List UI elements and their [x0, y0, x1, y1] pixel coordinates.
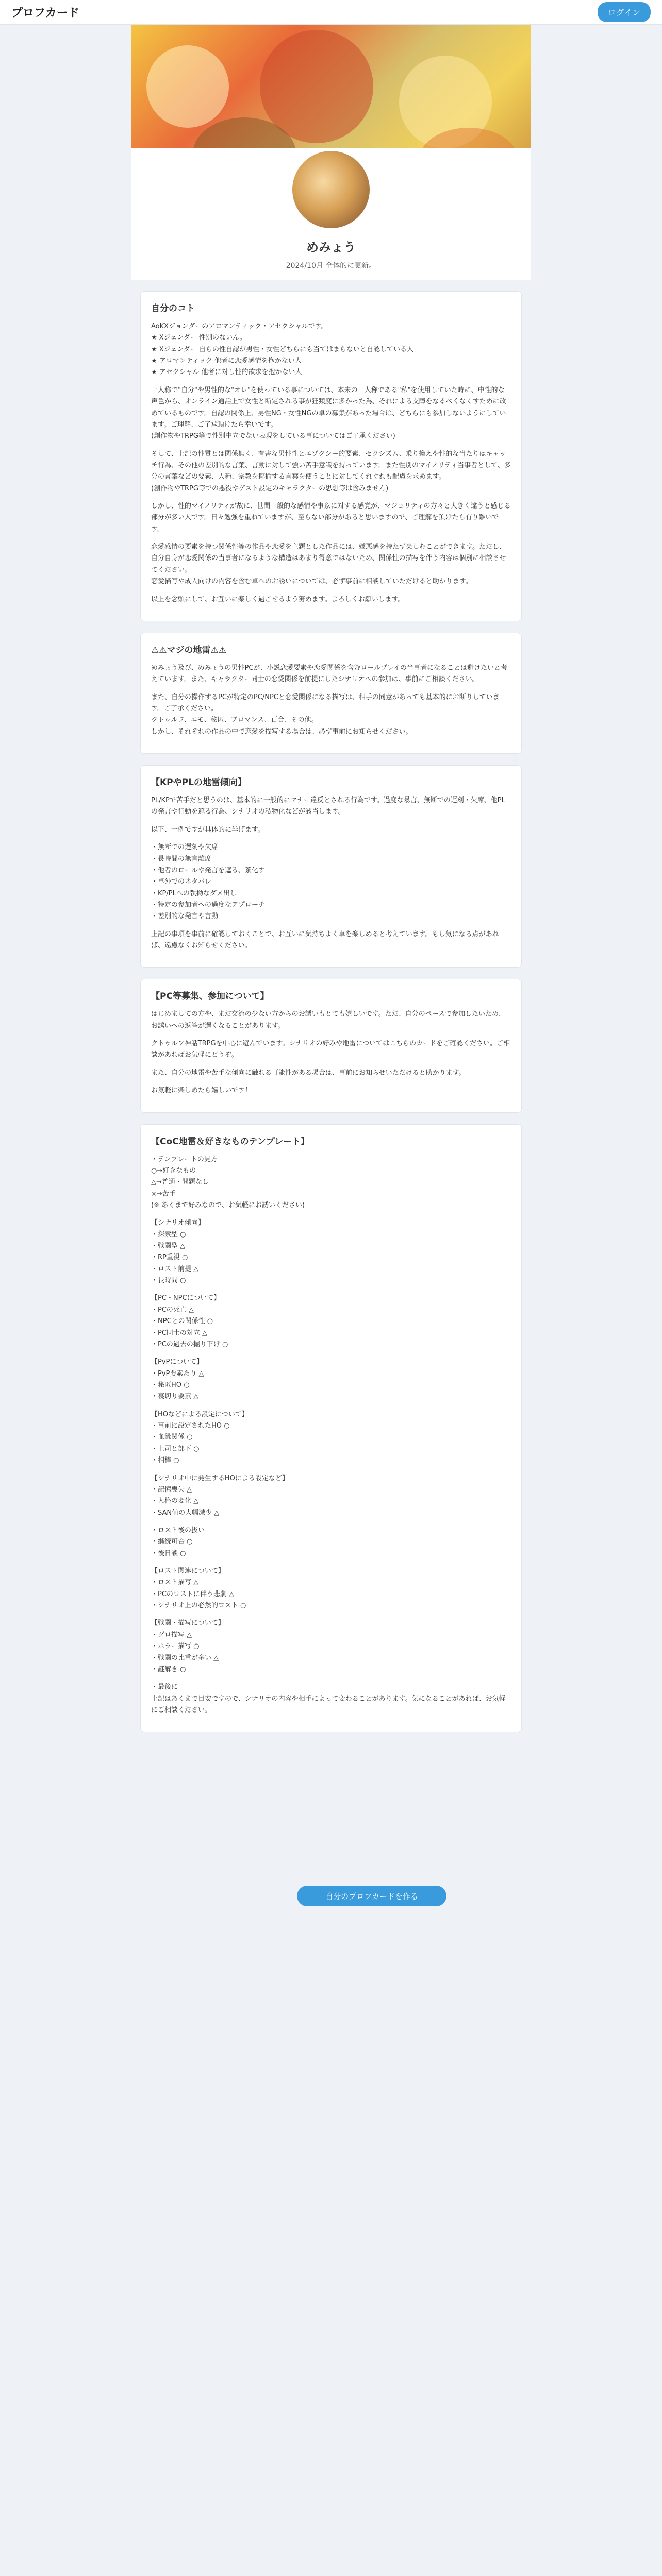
section-paragraph: ・最後に 上記はあくまで目安ですので、シナリオの内容や相手によって変わることがあります。気になることがあれば、お気軽にご相談ください。 [151, 1683, 506, 1714]
section-paragraph: また、自分の操作するPCが特定のPC/NPCと恋愛関係になる描写は、相手の同意があっても基本的にお断りしています。ご了承ください。 クトゥルフ、エモ、秘匿、ブロマンス、百合、その他。 しかし、それぞれの作品の中で恋愛を描写する場合は、必ず事前にお知らせください。 [151, 693, 500, 736]
section-paragraph: 【PvPについて】 ・PvP要素あり △ ・秘匿HO ○ ・裏切り要素 △ [151, 1358, 204, 1401]
create-profile-button[interactable]: 自分のプロフカードを作る [297, 1886, 446, 1906]
section-paragraph: 【PC・NPCについて】 ・PCの死亡 △ ・NPCとの関係性 ○ ・PC同士の対立 △ ・PCの過去の掘り下げ ○ [151, 1294, 228, 1348]
section-paragraph: 【HOなどによる設定について】 ・事前に設定されたHO ○ ・血縁関係 ○ ・上司と部下 ○ ・相棒 ○ [151, 1410, 249, 1465]
section-paragraph: クトゥルフ神話TRPGを中心に遊んでいます。シナリオの好みや地雷についてはこちらのカードをご確認ください。ご相談があればお気軽にどうぞ。 [151, 1040, 510, 1059]
login-button[interactable]: ログイン [598, 2, 651, 22]
section-body [151, 1009, 511, 1096]
section-title: 【KPやPLの地雷傾向】 [151, 777, 246, 788]
section-paragraph: そして、上記の性質とは関係無く、有害な男性性とエゾクシー的要素、セクシズム、乗り換えや性的な当たりはキャッチ行為、その他の差別的な言葉、言動に対して強い苦手意識を持っています。また性別のマイノリティ当事者として、多分の言葉などの要素、人種、宗教を揶揄する言葉を使うことに対してくれぐれも配慮を求めます。 (創作物やTRPG等での悪役やゲスト設定のキャラクターの思想等は含みません) [151, 450, 511, 493]
section-body [151, 1154, 511, 1717]
section-paragraph: ・テンプレートの見方 ○→好きなもの △→普通・問題なし ×→苦手 (※ あくまで好みなので、お気軽にお誘いください) [151, 1155, 305, 1209]
section-paragraph: お気軽に楽しめたら嬉しいです！ [151, 1087, 252, 1095]
section-paragraph: また、自分の地雷や苦手な傾向に触れる可能性がある場合は、事前にお知らせいただけると助かります。 [151, 1069, 466, 1077]
section-paragraph: 【戦闘・描写について】 ・グロ描写 △ ・ホラー描写 ○ ・戦闘の比重が多い △ ・謎解き ○ [151, 1619, 225, 1673]
section-paragraph: ・ロスト後の扱い ・継続可否 ○ ・後日談 ○ [151, 1526, 205, 1557]
profile-section [140, 979, 522, 1112]
section-title: 【CoC地雷＆好きなものテンプレート】 [151, 1136, 310, 1147]
section-title: ⚠⚠マジの地雷⚠⚠ [151, 645, 226, 655]
section-paragraph: AoKXジョンダーのアロマンティック・アセクシャルです。 ★ Xジェンダー 性別のないん。 ★ Xジェンダー 自らの性自認が男性・女性どちらにも当てはまらないと自認している人 ★ アロマンティック 他者に恋愛感情を抱かない人 ★ アセクシャル 他者に対し性的欲求を抱かない人 [151, 323, 414, 377]
section-body [151, 663, 511, 738]
profile-section [140, 1124, 522, 1733]
section-paragraph: はじめましての方や、まだ交流の少ない方からのお誘いもとても嬉しいです。ただ、自分のペースで参加したいため、お誘いへの返答が遅くなることがあります。 [151, 1010, 505, 1030]
section-paragraph: 【シナリオ中に発生するHOによる設定など】 ・記憶喪失 △ ・人格の変化 △ ・SAN値の大幅減少 △ [151, 1474, 289, 1517]
section-paragraph: ・無断での遅刻や欠席 ・長時間の無言離席 ・他者のロールや発言を遮る、茶化す ・卓外でのネタバレ ・KP/PLへの執拗なダメ出し ・特定の参加者への過度なアプローチ ・差別的な発言や言動 [151, 843, 266, 921]
section-paragraph: しかし、性的マイノリティが故に、世間一般的な感情や事象に対する感覚が、マジョリティの方々と大きく違うと感じる部分が多い人です。日々勉強を重ねていますが、至らない部分があると思いますので、ご理解を頂けたら有り難いです。 [151, 502, 511, 533]
top-bar [0, 0, 662, 25]
section-title: 【PC等募集、参加について】 [151, 991, 269, 1002]
section-paragraph: PL/KPで苦手だと思うのは、基本的に一般的にマナー違反とされる行為です。過度な暴言、無断での遅刻・欠席、他PLの発言や行動を遮る行為、シナリオの私物化などが該当します。 [151, 796, 505, 816]
profile-section [140, 633, 522, 754]
profile-updated: 2024/10月 全体的に更新。 [286, 262, 376, 270]
profile-header [131, 148, 531, 280]
section-paragraph: 【ロスト関連について】 ・ロスト描写 △ ・PCのロストに伴う悲劇 △ ・シナリオ上の必然的ロスト ○ [151, 1567, 246, 1610]
profile-section [140, 291, 522, 621]
profile-wrapper [131, 25, 531, 1732]
section-paragraph: 上記の事項を事前に確認しておくことで、お互いに気持ちよく卓を楽しめると考えています。もし気になる点があれば、遠慮なくお知らせください。 [151, 930, 499, 950]
section-body [151, 795, 511, 952]
section-body [151, 321, 511, 605]
profile-section [140, 765, 522, 968]
section-paragraph: めみょう及び、めみょうの男性PCが、小説恋愛要素や恋愛関係を含むロールプレイの当事者になることは避けたいと考えています。また、キャラクター同士の恋愛関係を前提にしたシナリオへの参加は、事前にご相談ください。 [151, 664, 507, 684]
section-paragraph: 【シナリオ傾向】 ・探索型 ○ ・戦闘型 △ ・RP重視 ○ ・ロスト前提 △ ・長時間 ○ [151, 1219, 205, 1285]
section-paragraph: 以下、一例ですが具体的に挙げます。 [151, 825, 264, 834]
section-paragraph: 以上を念頭にして、お互いに楽しく過ごせるよう努めます。よろしくお願いします。 [151, 595, 405, 603]
avatar [290, 148, 372, 231]
section-paragraph: 一人称で"自分"や男性的な"オレ"を使っている事については、本来の一人称である"私"を使用していた時に、中性的な声色から、オンライン通話上で女性と断定される事が狂頻度に多かった為、それによる支障をなるべくなくすために改めているものです。自認の関係上、男性NG・女性NGの卓の募集があった場合は、どちらにも参加しないようにしています。ご理解、ご了承頂けたら幸いです。 (創作物やTRPG等で性別中立でない表現をしている事についてはご了承ください) [151, 386, 506, 440]
section-title: 自分のコト [151, 303, 195, 314]
profile-name: めみょう [306, 240, 356, 255]
brand-logo[interactable]: プロフカード [11, 7, 79, 20]
section-paragraph: 恋愛感情の要素を持つ関係性等の作品や恋愛を主題とした作品には、嫌悪感を持たず楽しむことができます。ただし、自分自身が恋愛関係の当事者になるような構造はあまり得意ではないため、関係性の描写を伴う内容は個別に相談させてください。 恋愛描写や成人向けの内容を含む卓へのお誘いについては、必ず事前に相談していただけると助かります。 [151, 543, 506, 586]
